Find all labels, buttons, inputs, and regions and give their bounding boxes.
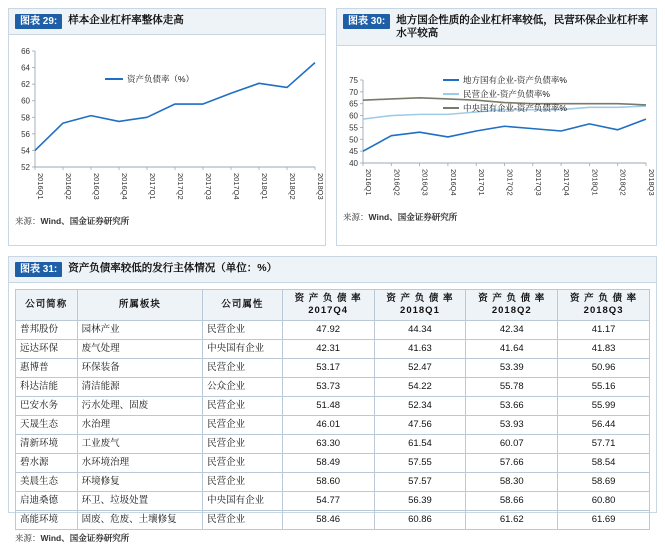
table-cell: 57.66: [466, 454, 558, 473]
table-cell: 普邦股份: [16, 321, 78, 340]
table-cell: 56.44: [558, 416, 650, 435]
table-cell: 42.31: [282, 340, 374, 359]
legend-item: [443, 102, 567, 114]
table-cell: 公众企业: [203, 378, 283, 397]
table-cell: 56.39: [374, 492, 466, 511]
svg-text:66: 66: [21, 47, 30, 56]
table-cell: 58.46: [282, 511, 374, 530]
svg-text:2016Q1: 2016Q1: [36, 173, 45, 200]
table-cell: 58.60: [282, 473, 374, 492]
table-cell: 惠博普: [16, 359, 78, 378]
legend-line-icon: [105, 78, 123, 80]
table-row: [16, 340, 650, 359]
table-cell: 58.66: [466, 492, 558, 511]
table-cell: 58.49: [282, 454, 374, 473]
figure-29-legend: [105, 73, 194, 85]
table-cell: 污水处理、固废: [77, 397, 203, 416]
table-body: [16, 321, 650, 530]
figure-29-source: 来源：Wind、国金证券研究所: [15, 216, 130, 226]
svg-text:70: 70: [349, 87, 358, 97]
table-cell: 52.47: [374, 359, 466, 378]
table-cell: 民营企业: [203, 511, 283, 530]
table-cell: 园林产业: [77, 321, 203, 340]
table-cell: 58.54: [558, 454, 650, 473]
svg-text:75: 75: [349, 76, 358, 85]
table-header: [16, 290, 650, 321]
table-cell: 61.69: [558, 511, 650, 530]
svg-text:45: 45: [349, 147, 358, 157]
legend-label: 民营企业-资产负债率%: [463, 89, 550, 99]
table-row: [16, 321, 650, 340]
svg-text:2017Q1: 2017Q1: [148, 173, 157, 200]
legend-line-icon: [443, 79, 459, 81]
table-cell: 57.57: [374, 473, 466, 492]
svg-text:40: 40: [349, 159, 358, 168]
figure-31-panel: [8, 256, 657, 543]
table-row: [16, 378, 650, 397]
table-row: [16, 359, 650, 378]
table-cell: 水治理: [77, 416, 203, 435]
legend-item: [443, 74, 567, 86]
table-cell: 51.48: [282, 397, 374, 416]
figure-31-title: 资产负债率较低的发行主体情况（单位：%）: [68, 262, 278, 274]
table-cell: 41.17: [558, 321, 650, 340]
legend-label: 中央国有企业-资产负债率%: [463, 103, 567, 113]
figure-30-header: [337, 9, 656, 46]
figure-30-svg: [337, 46, 656, 209]
svg-text:2018Q3: 2018Q3: [647, 169, 656, 196]
table-col-header: 所属板块: [77, 290, 203, 321]
table-cell: 41.64: [466, 340, 558, 359]
table-row: [16, 492, 650, 511]
table-cell: 52.34: [374, 397, 466, 416]
svg-text:2017Q4: 2017Q4: [562, 169, 572, 196]
svg-text:2016Q4: 2016Q4: [120, 173, 129, 200]
svg-text:2016Q2: 2016Q2: [392, 169, 402, 196]
svg-text:2017Q2: 2017Q2: [176, 173, 185, 200]
table-cell: 54.22: [374, 378, 466, 397]
table-row: [16, 473, 650, 492]
table-cell: 环保装备: [77, 359, 203, 378]
figure-31-header: [9, 257, 656, 283]
svg-text:2017Q3: 2017Q3: [204, 173, 213, 200]
figure-31-table-wrap: [9, 283, 656, 530]
table-cell: 环卫、垃圾处置: [77, 492, 203, 511]
table-cell: 61.54: [374, 435, 466, 454]
figure-30-legend: [443, 74, 567, 114]
svg-text:58: 58: [21, 113, 30, 123]
table-header-row: [16, 290, 650, 321]
figure-29-title: 样本企业杠杆率整体走高: [68, 14, 184, 26]
svg-text:65: 65: [349, 99, 358, 109]
table-cell: 固废、危废、土壤修复: [77, 511, 203, 530]
figure-29-legend-label: 资产负债率（%）: [127, 74, 195, 84]
svg-text:2018Q1: 2018Q1: [260, 173, 269, 200]
table-cell: 天晟生态: [16, 416, 78, 435]
table-cell: 42.34: [466, 321, 558, 340]
table-cell: 民营企业: [203, 416, 283, 435]
table-cell: 巴安水务: [16, 397, 78, 416]
table-cell: 水环境治理: [77, 454, 203, 473]
table-cell: 54.77: [282, 492, 374, 511]
figure-29-header: [9, 9, 325, 35]
table-col-header: 资 产 负 债 率 2018Q2: [466, 290, 558, 321]
table-col-header: 资 产 负 债 率 2017Q4: [282, 290, 374, 321]
table-cell: 工业废气: [77, 435, 203, 454]
table-cell: 53.73: [282, 378, 374, 397]
svg-text:2016Q3: 2016Q3: [92, 173, 101, 200]
table-cell: 44.34: [374, 321, 466, 340]
table-cell: 53.39: [466, 359, 558, 378]
figure-30-source: 来源：Wind、国金证券研究所: [343, 212, 458, 222]
svg-text:2017Q2: 2017Q2: [505, 169, 515, 196]
table-cell: 清新环境: [16, 435, 78, 454]
table-cell: 50.96: [558, 359, 650, 378]
svg-text:2016Q4: 2016Q4: [448, 169, 458, 196]
table-cell: 民营企业: [203, 435, 283, 454]
table-cell: 41.63: [374, 340, 466, 359]
figure-30-plot: [337, 46, 656, 209]
svg-text:2016Q2: 2016Q2: [64, 173, 73, 200]
legend-item: [443, 88, 567, 100]
table-cell: 碧水源: [16, 454, 78, 473]
svg-text:52: 52: [21, 163, 30, 172]
table-cell: 58.30: [466, 473, 558, 492]
svg-text:2018Q2: 2018Q2: [618, 169, 628, 196]
table-cell: 民营企业: [203, 473, 283, 492]
svg-text:2017Q3: 2017Q3: [533, 169, 543, 196]
table-col-header: 资 产 负 债 率 2018Q1: [374, 290, 466, 321]
svg-text:2017Q1: 2017Q1: [477, 169, 487, 196]
table-row: [16, 416, 650, 435]
table-cell: 55.78: [466, 378, 558, 397]
figure-30-tag: 图表 30:: [343, 14, 390, 29]
table-cell: 60.07: [466, 435, 558, 454]
svg-text:55: 55: [349, 123, 358, 133]
figure-31-source: 来源：Wind、国金证券研究所: [15, 533, 130, 543]
table-col-header: 公司属性: [203, 290, 283, 321]
table-cell: 科达洁能: [16, 378, 78, 397]
figure-31-tag: 图表 31:: [15, 262, 62, 277]
svg-text:2016Q1: 2016Q1: [364, 169, 373, 196]
issuer-leverage-table: [15, 289, 650, 530]
table-cell: 民营企业: [203, 359, 283, 378]
svg-text:64: 64: [21, 63, 30, 73]
table-cell: 41.83: [558, 340, 650, 359]
table-cell: 环境修复: [77, 473, 203, 492]
table-cell: 废气处理: [77, 340, 203, 359]
table-cell: 57.55: [374, 454, 466, 473]
table-cell: 高能环境: [16, 511, 78, 530]
table-row: [16, 511, 650, 530]
table-cell: 民营企业: [203, 397, 283, 416]
table-row: [16, 454, 650, 473]
svg-text:62: 62: [21, 80, 30, 90]
table-cell: 远达环保: [16, 340, 78, 359]
table-cell: 民营企业: [203, 454, 283, 473]
svg-text:2016Q3: 2016Q3: [420, 169, 430, 196]
table-cell: 63.30: [282, 435, 374, 454]
table-cell: 中央国有企业: [203, 340, 283, 359]
figure-29-panel: [8, 8, 326, 246]
table-cell: 60.80: [558, 492, 650, 511]
table-cell: 58.69: [558, 473, 650, 492]
figure-29-plot: [9, 35, 325, 213]
table-cell: 61.62: [466, 511, 558, 530]
table-cell: 民营企业: [203, 321, 283, 340]
table-cell: 启迪桑德: [16, 492, 78, 511]
table-cell: 53.66: [466, 397, 558, 416]
svg-text:56: 56: [21, 129, 30, 139]
table-cell: 清洁能源: [77, 378, 203, 397]
svg-text:60: 60: [21, 96, 30, 106]
svg-text:2018Q1: 2018Q1: [590, 169, 600, 196]
figure-29-svg: [9, 35, 325, 213]
table-cell: 55.99: [558, 397, 650, 416]
svg-text:60: 60: [349, 111, 358, 121]
table-cell: 60.86: [374, 511, 466, 530]
figure-30-title: 地方国企性质的企业杠杆率较低，民营环保企业杠杆率水平较高: [396, 14, 649, 39]
legend-line-icon: [443, 93, 459, 95]
table-row: [16, 435, 650, 454]
legend-label: 地方国有企业-资产负债率%: [463, 75, 567, 85]
table-row: [16, 397, 650, 416]
table-col-header: 资 产 负 债 率 2018Q3: [558, 290, 650, 321]
svg-text:2018Q3: 2018Q3: [316, 173, 325, 200]
table-cell: 中央国有企业: [203, 492, 283, 511]
legend-line-icon: [443, 107, 459, 109]
table-cell: 55.16: [558, 378, 650, 397]
table-cell: 57.71: [558, 435, 650, 454]
svg-text:2018Q2: 2018Q2: [288, 173, 297, 200]
table-cell: 47.56: [374, 416, 466, 435]
svg-text:50: 50: [349, 135, 358, 145]
table-cell: 美晨生态: [16, 473, 78, 492]
svg-text:54: 54: [21, 146, 30, 156]
table-cell: 47.92: [282, 321, 374, 340]
table-cell: 46.01: [282, 416, 374, 435]
table-col-header: 公司简称: [16, 290, 78, 321]
table-cell: 53.17: [282, 359, 374, 378]
figure-29-tag: 图表 29:: [15, 14, 62, 29]
svg-text:2017Q4: 2017Q4: [232, 173, 241, 200]
table-cell: 53.93: [466, 416, 558, 435]
figure-30-panel: [336, 8, 657, 246]
